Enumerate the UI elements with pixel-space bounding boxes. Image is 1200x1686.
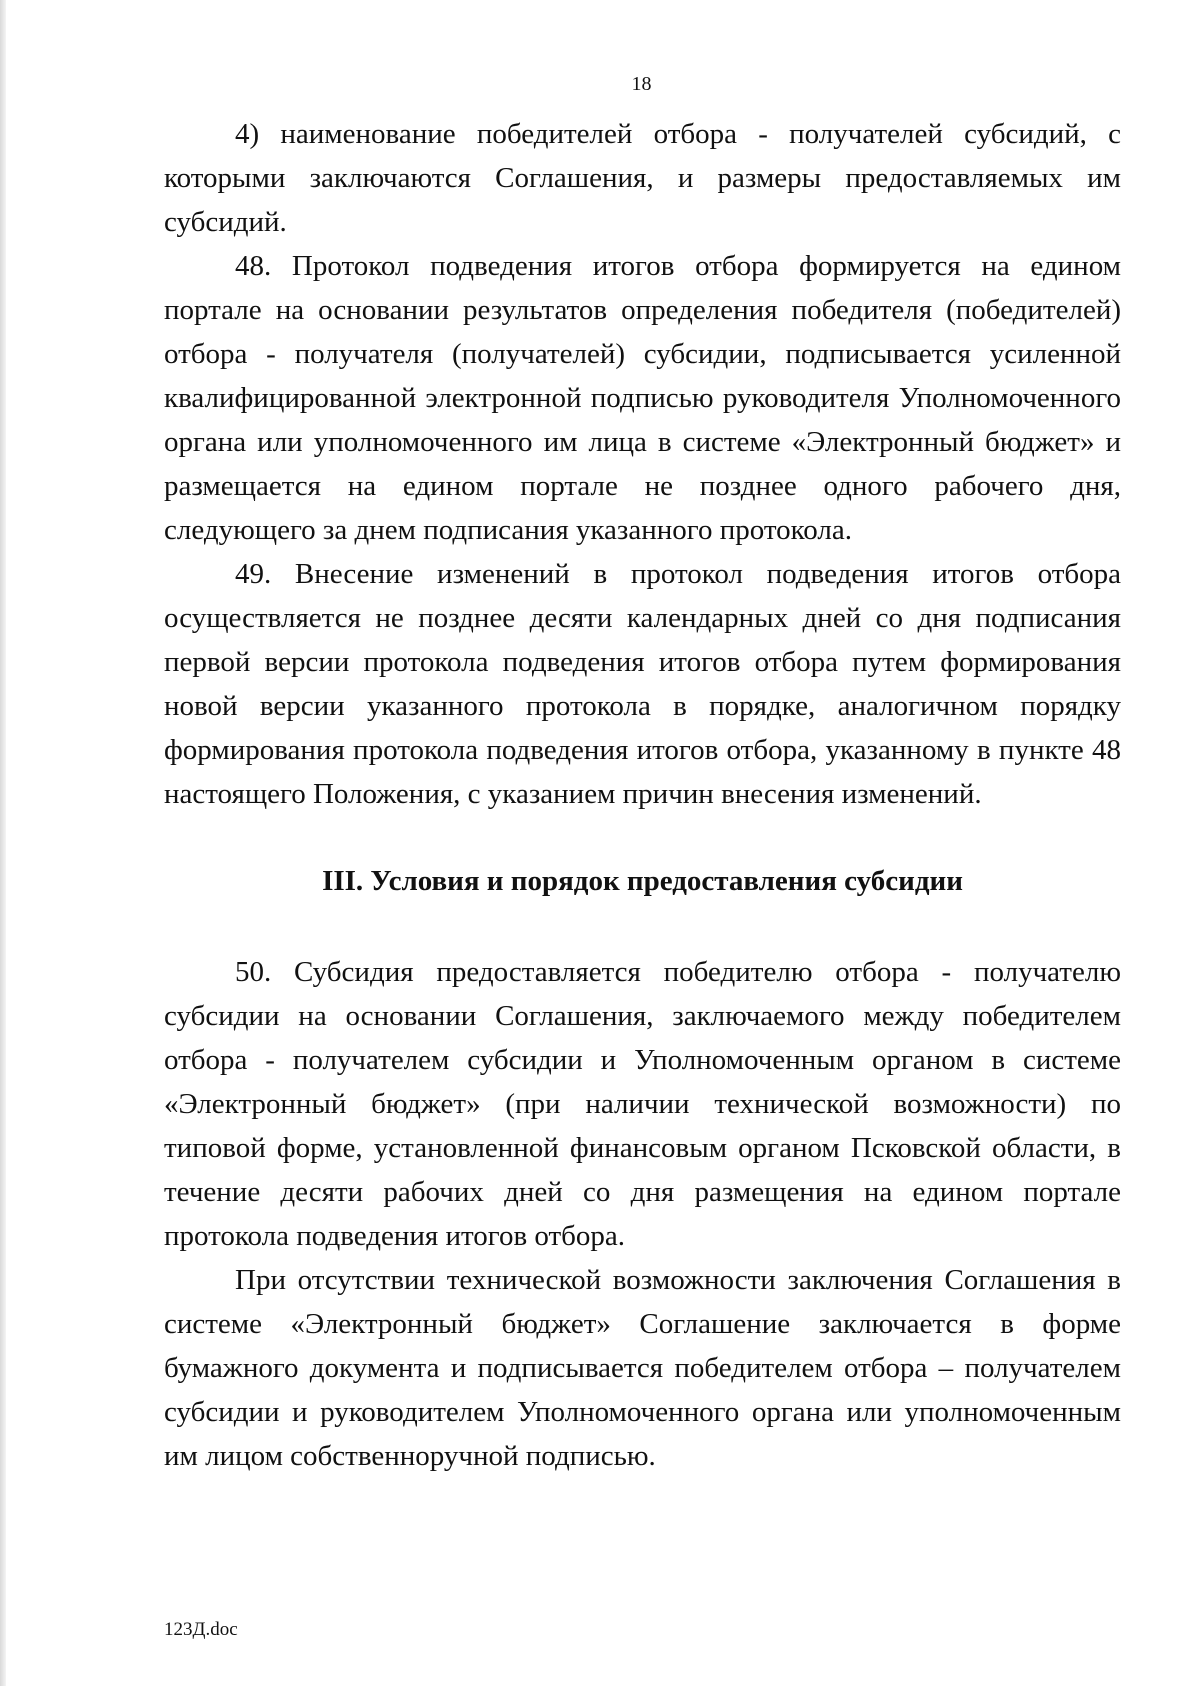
- page-number: 18: [631, 73, 652, 95]
- document-body: [164, 112, 1121, 1478]
- paragraph-item-4: 4) наименование победителей отбора - получателей субсидий, с которыми заключаются Соглашения, и размеры предоставляемых им субсидий.: [164, 118, 1121, 238]
- footer-file-name: 123Д.doc: [164, 1619, 238, 1640]
- scan-edge: [0, 0, 6, 1686]
- paragraph-49: 49. Внесение изменений в протокол подведения итогов отбора осуществляется не позднее десяти календарных дней со дня подписания первой версии протокола подведения итогов отбора путем формирования новой версии указанного протокола в порядке, аналогичном порядку формирования протокола подведения итогов отбора, указанному в пункте 48 настоящего Положения, с указанием причин внесения изменений.: [164, 558, 1121, 810]
- paragraph-paper-agreement: При отсутствии технической возможности заключения Соглашения в системе «Электронный бюджет» Соглашение заключается в форме бумажного документа и подписывается победителем отбора – получателем субсидии и руководителем Уполномоченного органа или уполномоченным им лицом собственноручной подписью.: [164, 1264, 1121, 1472]
- section-heading: III. Условия и порядок предоставления субсидии: [322, 865, 963, 897]
- paragraph-50: 50. Субсидия предоставляется победителю отбора - получателю субсидии на основании Соглашения, заключаемого между победителем отбора - получателем субсидии и Уполномоченным органом в системе «Электронный бюджет» (при наличии технической возможности) по типовой форме, установленной финансовым органом Псковской области, в течение десяти рабочих дней со дня размещения на едином портале протокола подведения итогов отбора.: [164, 956, 1121, 1252]
- paragraph-48: 48. Протокол подведения итогов отбора формируется на едином портале на основании результатов определения победителя (победителей) отбора - получателя (получателей) субсидии, подписывается усиленной квалифицированной электронной подписью руководителя Уполномоченного органа или уполномоченного им лица в системе «Электронный бюджет» и размещается на едином портале не позднее одного рабочего дня, следующего за днем подписания указанного протокола.: [164, 250, 1121, 546]
